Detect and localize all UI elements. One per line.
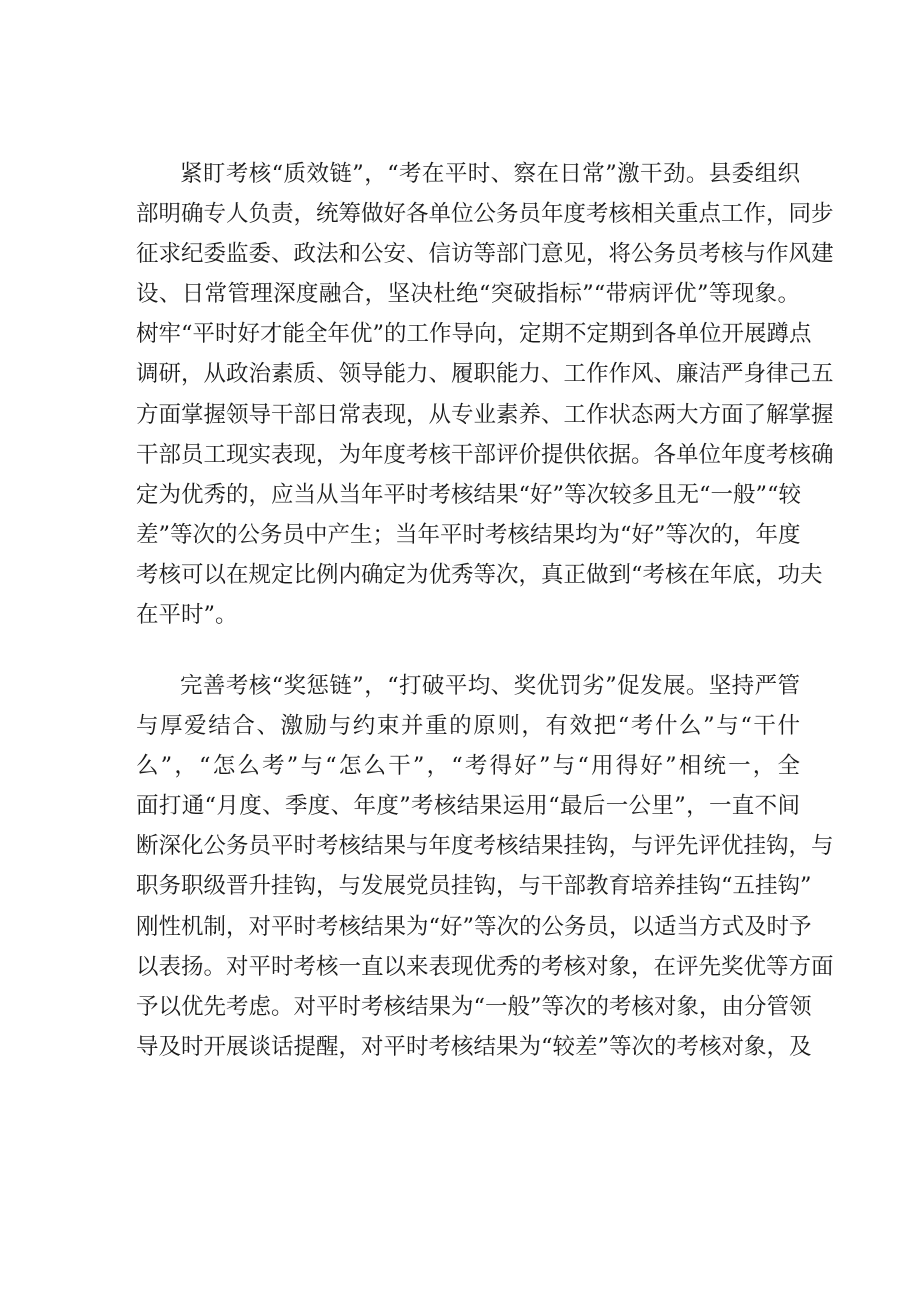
text-line: 差”等次的公务员中产生；当年平时考核结果均为“好”等次的，年度 [136,521,801,548]
text-line: 完善考核“奖惩链”，“打破平均、奖优罚劣”促发展。坚持严管 [180,673,800,699]
paragraph-assessment-reward-chain [136,666,834,1067]
text-line: 紧盯考核“质效链”，“考在平时、察在日常”激干劲。县委组织 [180,161,800,187]
text-line: 征求纪委监委、政法和公安、信访等部门意见，将公务员考核与作风建 [136,241,834,268]
text-line: 部明确专人负责，统筹做好各单位公务员年度考核相关重点工作，同步 [136,201,834,228]
text-line: 么”，“怎么考”与“怎么干”，“考得好”与“用得好”相统一，全 [136,753,800,780]
text-line: 在平时”。 [136,602,238,629]
text-line: 予以优先考虑。对平时考核结果为“一般”等次的考核对象，由分管领 [136,993,812,1020]
text-line: 树牢“平时好才能全年优”的工作导向，定期不定期到各单位开展蹲点 [136,321,812,348]
text-line: 考核可以在规定比例内确定为优秀等次，真正做到“考核在年底，功夫 [136,561,823,588]
text-line: 调研，从政治素质、领导能力、履职能力、工作作风、廉洁严身律己五 [136,361,834,388]
text-line: 导及时开展谈话提醒，对平时考核结果为“较差”等次的考核对象，及 [136,1033,812,1060]
paragraph-assessment-quality-chain [136,154,834,635]
text-line: 方面掌握领导干部日常表现，从专业素养、工作状态两大方面了解掌握 [136,401,834,428]
text-line: 刚性机制，对平时考核结果为“好”等次的公务员，以适当方式及时予 [136,913,812,940]
text-line: 职务职级晋升挂钩，与发展党员挂钩，与干部教育培养挂钩“五挂钩” [136,873,812,900]
text-line: 面打通“月度、季度、年度”考核结果运用“最后一公里”，一直不间 [136,793,800,820]
text-line: 干部员工现实表现，为年度考核干部评价提供依据。各单位年度考核确 [136,441,834,468]
text-line: 定为优秀的，应当从当年平时考核结果“好”等次较多且无“一般”“较 [136,481,802,508]
text-line: 与厚爱结合、激励与约束并重的原则，有效把“考什么”与“干什 [136,713,800,740]
text-line: 设、日常管理深度融合，坚决杜绝“突破指标”“带病评优”等现象。 [136,281,800,308]
text-line: 断深化公务员平时考核结果与年度考核结果挂钩，与评先评优挂钩，与 [136,833,834,860]
text-line: 以表扬。对平时考核一直以来表现优秀的考核对象，在评先奖优等方面 [136,953,834,980]
